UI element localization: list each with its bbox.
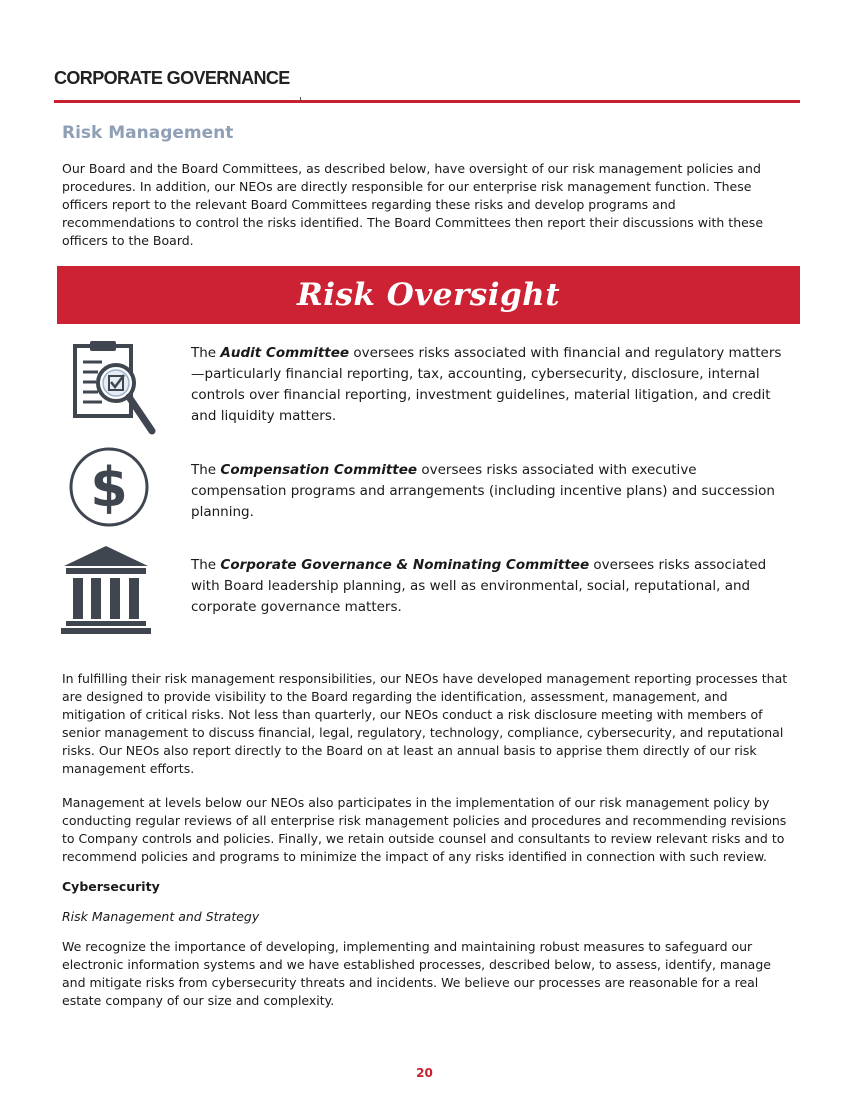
management-review-paragraph: Management at levels below our NEOs also participates in the implementation of our risk management policy by conducting regular reviews of all enterprise risk management policies and procedures and recommending revisions to Company controls and policies. Finally, we retain outside counsel and consultants to review relevant risks and to recommend policies and programs to minimize the impact of any risks identified in connection with such review. [62, 795, 787, 864]
risk-management-strategy-subheading: Risk Management and Strategy [62, 909, 260, 924]
compensation-committee-description: The Compensation Committee oversees risks associated with executive compensation programs and arrangements (including incentive plans) and succession planning. [191, 462, 775, 520]
svg-text:$: $ [90, 456, 128, 519]
government-building-icon [60, 544, 152, 634]
section-title: CORPORATE GOVERNANCE [54, 68, 290, 88]
header-rule [54, 100, 800, 103]
cybersecurity-paragraph: We recognize the importance of developing, implementing and maintaining robust measures to safeguard our electronic information systems and we have established processes, described below, to assess, identify, manage and mitigate risks from cybersecurity threats and incidents. We believe our processes are reasonable for a real estate company of our size and complexity. [62, 939, 771, 1008]
risk-oversight-banner [57, 266, 800, 324]
clipboard-magnifier-icon [68, 338, 160, 436]
cybersecurity-heading: Cybersecurity [62, 879, 160, 894]
audit-committee-description: The Audit Committee oversees risks associated with financial and regulatory matters—particularly financial reporting, tax, accounting, cybersecurity, disclosure, internal controls over financial reporting, investment guidelines, material litigation, and credit and liquidity matters. [191, 345, 782, 424]
risk-management-heading: Risk Management [62, 123, 234, 143]
risk-oversight-title: Risk Oversight [296, 277, 561, 313]
header-tick-mark [300, 97, 301, 101]
risk-management-intro: Our Board and the Board Committees, as described below, have oversight of our risk management policies and procedures. In addition, our NEOs are directly responsible for our enterprise risk management function. These officers report to the relevant Board Committees regarding these risks and develop programs and recommendations to control the risks identified. The Board Committees then report their discussions with these officers to the Board. [62, 161, 764, 248]
audit-committee-name: Audit Committee [220, 345, 350, 361]
risk-reporting-paragraph: In fulfilling their risk management responsibilities, our NEOs have developed management reporting processes that are designed to provide visibility to the Board regarding the identification, assessment, management, and mitigation of critical risks. Not less than quarterly, our NEOs conduct a risk disclosure meeting with members of senior management to discuss financial, legal, regulatory, technology, compliance, cybersecurity, and reputational risks. Our NEOs also report directly to the Board on at least an annual basis to apprise them directly of our risk management efforts. [62, 671, 788, 776]
page-number: 20 [416, 1066, 433, 1080]
governance-committee-name: Corporate Governance & Nominating Committee [220, 557, 590, 573]
governance-committee-description: The Corporate Governance & Nominating Committee oversees risks associated with Board leadership planning, as well as environmental, social, reputational, and corporate governance matters. [191, 557, 767, 615]
dollar-sign-icon [67, 445, 151, 529]
compensation-committee-name: Compensation Committee [220, 462, 418, 478]
